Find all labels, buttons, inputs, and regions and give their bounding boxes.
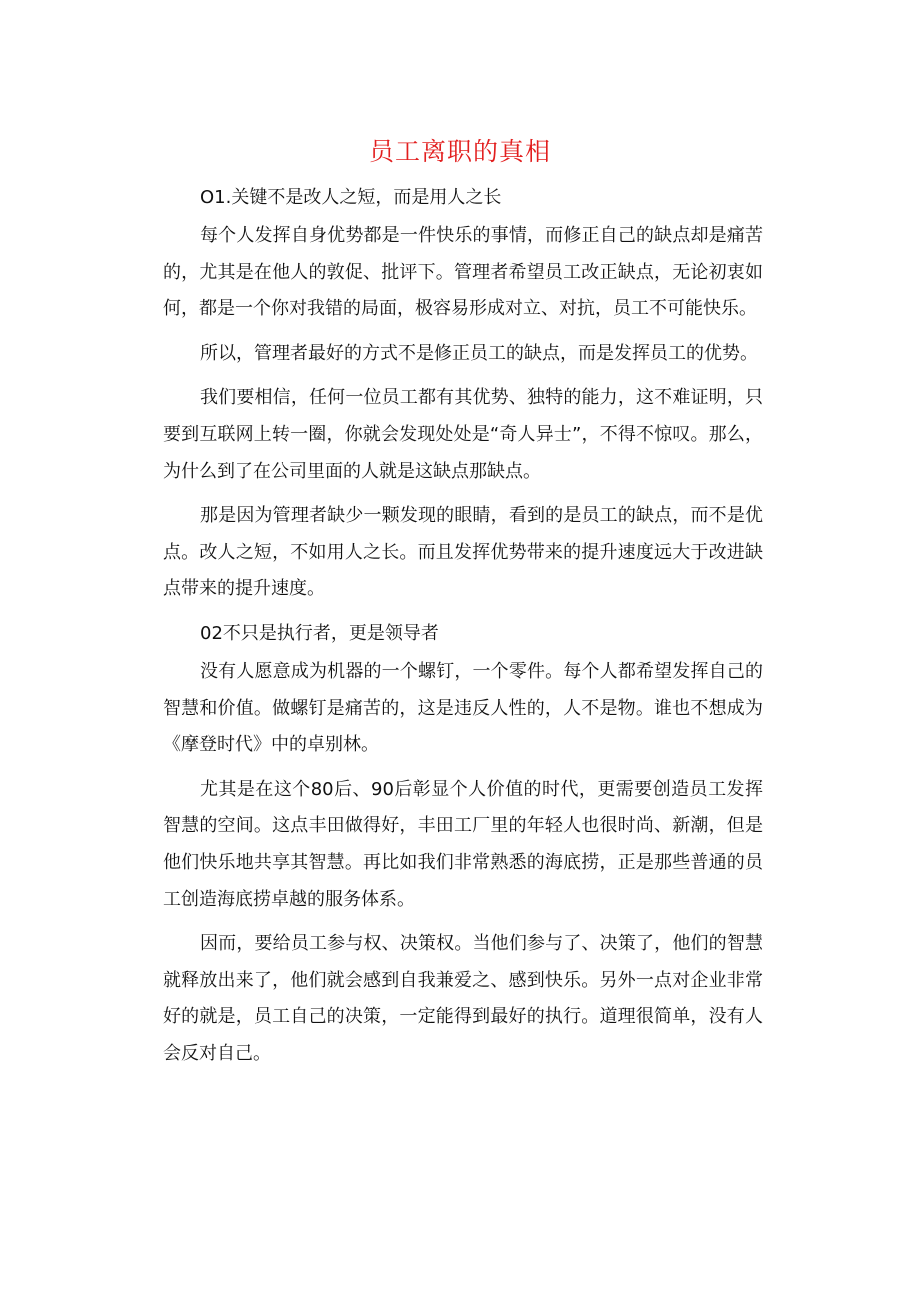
paragraph: 那是因为管理者缺少一颗发现的眼睛，看到的是员工的缺点，而不是优点。改人之短，不如用人之长。而且发挥优势带来的提升速度远大于改进缺点带来的提升速度。 xyxy=(163,505,763,600)
document-body xyxy=(163,180,763,1072)
paragraph: 所以，管理者最好的方式不是修正员工的缺点，而是发挥员工的优势。 xyxy=(200,342,758,364)
paragraph: 因而，要给员工参与权、决策权。当他们参与了、决策了，他们的智慧就释放出来了，他们就会感到自我兼爱之、感到快乐。另外一点对企业非常好的就是，员工自己的决策，一定能得到最好的执行。道理很简单，没有人会反对自己。 xyxy=(163,933,763,1064)
paragraph: 我们要相信，任何一位员工都有其优势、独特的能力，这不难证明，只要到互联网上转一圈，你就会发现处处是“奇人异士”，不得不惊叹。那么，为什么到了在公司里面的人就是这缺点那缺点。 xyxy=(163,387,763,482)
paragraph: 尤其是在这个80后、90后彰显个人价值的时代，更需要创造员工发挥智慧的空间。这点丰田做得好，丰田工厂里的年轻人也很时尚、新潮，但是他们快乐地共享其智慧。再比如我们非常熟悉的海底捞，正是那些普通的员工创造海底捞卓越的服务体系。 xyxy=(163,778,763,910)
section-heading: 02不只是执行者，更是领导者 xyxy=(200,622,439,644)
document-title: 员工离职的真相 xyxy=(368,137,551,166)
paragraph: 没有人愿意成为机器的一个螺钉，一个零件。每个人都希望发挥自己的智慧和价值。做螺钉是痛苦的，这是违反人性的，人不是物。谁也不想成为《摩登时代》中的卓别林。 xyxy=(163,660,763,756)
section-heading: O1.关键不是改人之短，而是用人之长 xyxy=(200,187,502,208)
paragraph: 每个人发挥自身优势都是一件快乐的事情，而修正自己的缺点却是痛苦的，尤其是在他人的敦促、批评下。管理者希望员工改正缺点，无论初衷如何，都是一个你对我错的局面，极容易形成对立、对抗，员工不可能快乐。 xyxy=(163,225,763,320)
